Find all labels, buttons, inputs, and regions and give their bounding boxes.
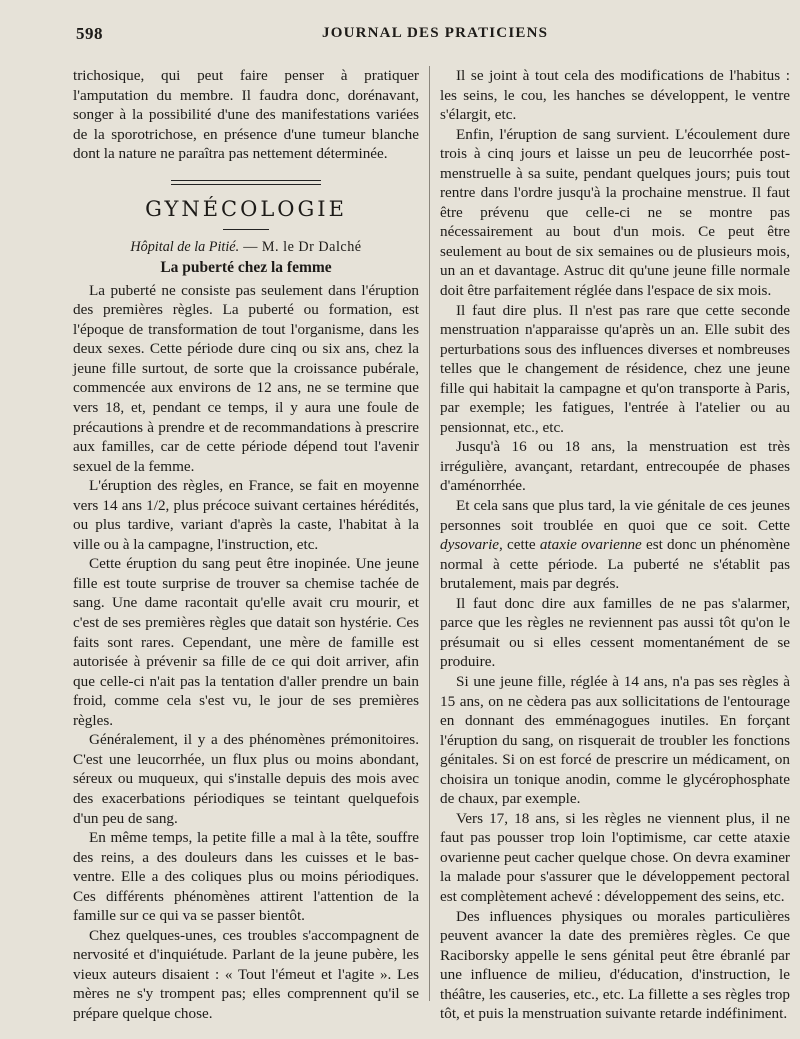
text-run: Et cela sans que plus tard, la vie génitale de ces jeunes personnes soit troublée en quoi que ce soit. Cette xyxy=(440,497,790,534)
italic-term: dysovarie xyxy=(440,536,500,554)
paragraph: Il faut donc dire aux familles de ne pas s'alarmer, parce que les règles ne reviennent pas aussi tôt qu'on le présumait ou si elles cessent momentanément de se produire. xyxy=(440,594,790,671)
journal-title: JOURNAL DES PRATICIENS xyxy=(322,25,549,41)
paragraph: Chez quelques-unes, ces troubles s'accompagnent de nervosité et d'inquiétude. Parlant de la jeune pubère, les vieux auteurs disaient : « Tout l'émeut et l'agite ». Les mères ne s'y trompent pas; elles comprennent qu'il se prépare quelque chose. xyxy=(73,926,419,1022)
paragraph: Vers 17, 18 ans, si les règles ne viennent plus, il ne faut pas pousser trop loin l'optimisme, car cette ataxie ovarienne peut cacher quelque chose. On devra examiner la malade pour s'assurer que le développement pectoral est complètement achevé : développement des seins, etc. xyxy=(440,809,790,905)
paragraph: La puberté ne consiste pas seulement dans l'éruption des premières règles. La puberté ou formation, est l'époque de transformation de tout l'organisme, dans les deux sexes. Cette période dure cinq ou six ans, chez la jeune fille surtout, de sorte que la croissance pubérale, commencée aux environs de 12 ans, ne se termine que vers 18, et, pendant ce temps, il y aura une foule de précautions à prendre et de recommandations à prescrire aux familles, car de cette période dépend tout l'avenir sexuel de la femme. xyxy=(73,281,419,475)
page-number: 598 xyxy=(76,24,103,43)
paragraph: Il faut dire plus. Il n'est pas rare que cette seconde menstruation n'apparaisse qu'après un an. Elle subit des perturbations sous des influences diverses et nombreuses telles que le changement de résidence, chez une jeune fille qui habitait la campagne et qu'on transporte à Paris, par exemple; les fatigues, l'entrée à l'atelier ou au pensionnat, etc., etc. xyxy=(440,301,790,436)
paragraph: Des influences physiques ou morales particulières peuvent avancer la date des premières règles. Ce que Raciborsky appelle le sens génital peut être ébranlé par une influence de milieu, d'éducation, d'instruction, le théâtre, les causeries, etc., etc. La fillette a ses règles trop tôt, et puis la menstruation suivante retarde indéfiniment. xyxy=(440,907,790,1023)
text-run: , cette xyxy=(499,536,540,554)
section-title: GYNÉCOLOGIE xyxy=(145,196,347,221)
author-name: — M. le Dr Dalché xyxy=(239,238,362,255)
paragraph: L'éruption des règles, en France, se fait en moyenne vers 14 ans 1/2, plus précoce suivant certaines hérédités, ou plus tardive, variant d'après la caste, l'habitat à la ville ou à la campagne, l'instruction, etc. xyxy=(73,477,419,553)
italic-term: ataxie ovarienne xyxy=(539,536,642,554)
hospital-name: Hôpital de la Pitié. xyxy=(130,238,240,255)
paragraph: Si une jeune fille, réglée à 14 ans, n'a pas ses règles à 15 ans, on ne cèdera pas aux sollicitations de l'entourage en donnant des emménagogues inutiles. En forçant l'éruption du sang, on risquerait de troubler les fonctions génitales. Si on est forcé de prescrire un médicament, on choisira un tonique anodin, comme le glycérophosphate de chaux, par exemple. xyxy=(440,672,790,808)
paragraph: Enfin, l'éruption de sang survient. L'écoulement dure trois à cinq jours et laisse un peu de leucorrhée post-menstruelle à sa suite, pendant quelques jours; puis tout rentre dans l'ordre jusqu'à la prochaine menstrue. Il faut être prévenu que celle-ci ne se montre pas nécessairement au bout d'un mois. Ce peut être seulement au bout de six semaines ou de plusieurs mois, un an et davantage. Astruc dit qu'une jeune fille normale doit être parfaitement réglée dans l'espace de six mois. xyxy=(440,125,790,300)
paragraph: Généralement, il y a des phénomènes prémonitoires. C'est une leucorrhée, un flux plus ou moins abondant, séreux ou muqueux, qui s'installe depuis des mois avec des exacerbations périodiques se teintant quelquefois d'un peu de sang. xyxy=(73,731,419,827)
article-title: La puberté chez la femme xyxy=(160,258,332,276)
right-column xyxy=(440,66,790,1024)
paragraph: Cette éruption du sang peut être inopinée. Une jeune fille est toute surprise de trouver sa chemise tachée de sang. Une dame racontait qu'elle avait cru mourir, et c'est de ses premières règles que datait son hystérie. Ces faits sont rares. Cependant, une mère de famille est autorisée à prévenir sa fille de ce qui doit arriver, afin que celle-ci n'ait pas la tentation d'aller prendre un bain froid, comme cela s'est vu, le jour de ses premières règles. xyxy=(73,555,419,729)
continuation-paragraph: trichosique, qui peut faire penser à pratiquer l'amputation du membre. Il faudra donc, dorénavant, songer à la possibilité d'une des manifestations variées de la sporotrichose, en présence d'une tumeur blanche dont la nature ne paraîtra pas nettement déterminée. xyxy=(73,67,419,163)
paragraph: En même temps, la petite fille a mal à la tête, souffre des reins, a des douleurs dans les cuisses et le bas-ventre. Elle a des coliques plus ou moins périodiques. Ces différents phénomènes attirent l'attention de la famille sur ce qui va se passer bientôt. xyxy=(73,829,419,925)
paragraph: Jusqu'à 16 ou 18 ans, la menstruation est très irrégulière, avançant, retardant, entrecoupée de phases d'aménorrhée. xyxy=(440,438,790,495)
text-run: est donc un phénomène normal à cette période. La puberté ne s'établit pas brutalement, mais par degrés. xyxy=(440,536,790,593)
section-separator xyxy=(171,180,321,185)
paragraph: Il se joint à tout cela des modifications de l'habitus : les seins, le cou, les hanches se développent, le ventre s'élargit, etc. xyxy=(440,67,790,124)
title-rule xyxy=(223,229,269,230)
left-column xyxy=(73,66,419,1024)
byline xyxy=(73,238,419,257)
page-header xyxy=(0,24,800,50)
column-divider xyxy=(429,66,430,1001)
paragraph xyxy=(440,496,790,594)
